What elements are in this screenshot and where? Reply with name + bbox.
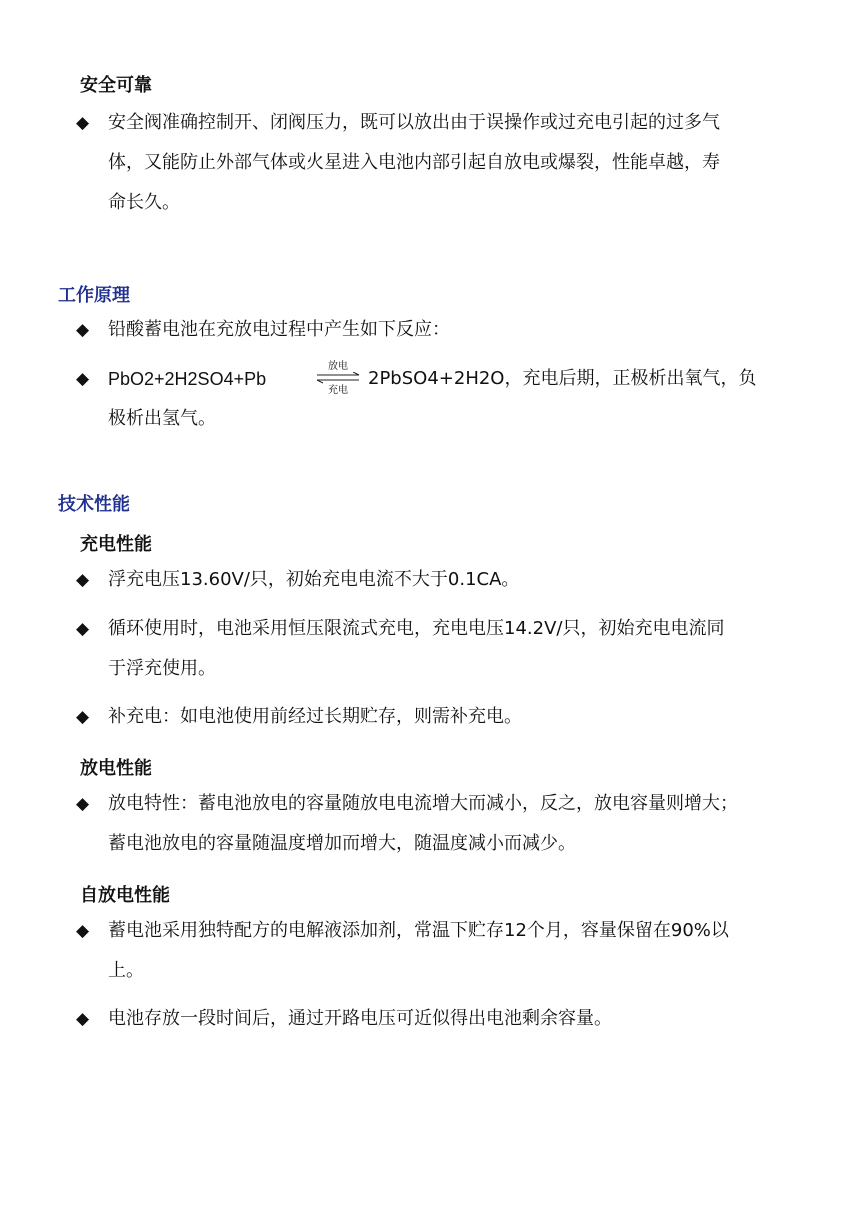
- diamond-bullet-icon: ◆: [76, 921, 90, 941]
- formula-reactants: PbO2+2H2SO4+Pb: [108, 369, 267, 389]
- heading-safety: 安全可靠: [80, 75, 152, 96]
- heading-discharge-performance: 放电性能: [80, 758, 152, 779]
- text-line: 铅酸蓄电池在充放电过程中产生如下反应：: [108, 319, 450, 340]
- text-line: 电池存放一段时间后，通过开路电压可近似得出电池剩余容量。: [108, 1008, 612, 1029]
- reversible-arrow: [315, 358, 361, 400]
- equilibrium-arrow-icon: [315, 372, 361, 384]
- text-line: 蓄电池采用独特配方的电解液添加剂，常温下贮存12个月，容量保留在90%以: [108, 920, 729, 941]
- heading-self-discharge-performance: 自放电性能: [80, 885, 170, 906]
- text-line: 蓄电池放电的容量随温度增加而增大，随温度减小而减少。: [108, 833, 576, 854]
- diamond-bullet-icon: ◆: [76, 1009, 90, 1029]
- heading-working-principle: 工作原理: [58, 285, 130, 306]
- text-line: 循环使用时，电池采用恒压限流式充电，充电电压14.2V/只，初始充电电流同: [108, 618, 725, 639]
- diamond-bullet-icon: ◆: [76, 570, 90, 590]
- text-line: 上。: [108, 960, 144, 981]
- formula-products: 2PbSO4+2H2O，充电后期，正极析出氧气，负: [368, 368, 757, 389]
- text-line: 浮充电压13.60V/只，初始充电电流不大于0.1CA。: [108, 569, 520, 590]
- arrow-label-charge: 充电: [328, 385, 348, 396]
- diamond-bullet-icon: ◆: [76, 794, 90, 814]
- text-line: 体，又能防止外部气体或火星进入电池内部引起自放电或爆裂，性能卓越，寿: [108, 152, 720, 173]
- arrow-label-discharge: 放电: [328, 361, 348, 372]
- text-line: 命长久。: [108, 192, 180, 213]
- reaction-formula: [108, 358, 798, 400]
- diamond-bullet-icon: ◆: [76, 619, 90, 639]
- diamond-bullet-icon: ◆: [76, 707, 90, 727]
- text-line: 放电特性：蓄电池放电的容量随放电电流增大而减小，反之，放电容量则增大；: [108, 793, 738, 814]
- text-line: 补充电：如电池使用前经过长期贮存，则需补充电。: [108, 706, 522, 727]
- heading-technical-performance: 技术性能: [58, 494, 130, 515]
- diamond-bullet-icon: ◆: [76, 320, 90, 340]
- text-line: 于浮充使用。: [108, 658, 216, 679]
- text-line: 安全阀准确控制开、闭阀压力，既可以放出由于误操作或过充电引起的过多气: [108, 112, 720, 133]
- heading-charge-performance: 充电性能: [80, 534, 152, 555]
- text-line: 极析出氢气。: [108, 408, 216, 429]
- diamond-bullet-icon: ◆: [76, 369, 90, 389]
- diamond-bullet-icon: ◆: [76, 113, 90, 133]
